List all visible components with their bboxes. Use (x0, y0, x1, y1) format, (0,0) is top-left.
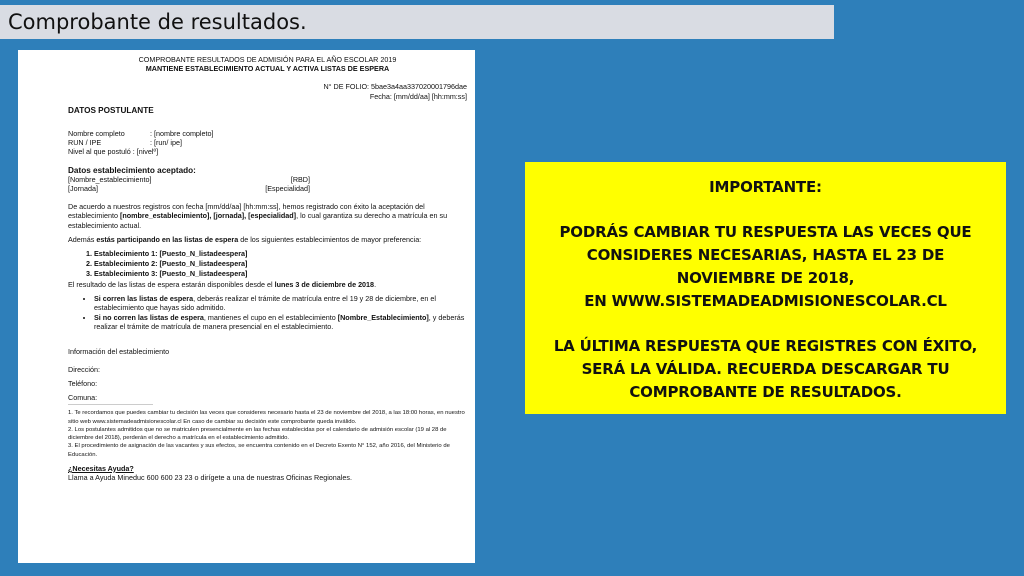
acceptance-text: De acuerdo a nuestros registros con fecha [mm/dd/aa] [hh:mm:ss], hemos registrado con éxito la aceptación del establecimiento (68, 202, 425, 221)
doc-date: Fecha: [mm/dd/aa] [hh:mm:ss] (369, 91, 467, 101)
important-callout (525, 162, 1006, 414)
school-info-heading: Información del establecimiento (68, 346, 170, 356)
note-2: 2. Los postulantes admitidos que no se matriculen presencialmente en las fechas establecidas por el calendario de admisión escolar (19 al 28 de diciembre del 2018), perderán el derecho a matrícula en el establecimiento admitido. (68, 426, 447, 442)
waitlist-paragraph (68, 235, 467, 244)
help-text: Llama a Ayuda Mineduc 600 600 23 23 o dirígete a una de nuestras Oficinas Regionales. (68, 472, 352, 482)
list-item (94, 294, 467, 312)
school-schedule-row (68, 184, 310, 193)
results-certificate-document (18, 50, 475, 563)
list-item (94, 313, 467, 331)
school-name: [Nombre_establecimiento] (68, 174, 152, 184)
school-specialty: [Especialidad] (265, 184, 310, 194)
school-name-row (68, 175, 310, 184)
waitlist-bold: estás participando en las listas de espera (96, 234, 239, 244)
school-schedule: [Jornada] (68, 184, 98, 194)
callout-url: EN WWW.SISTEMADEADMISIONESCOLAR.CL (584, 292, 947, 310)
notes-divider (68, 404, 153, 405)
address-label: Dirección: (68, 364, 100, 374)
full-name-value: : [nombre completo] (150, 129, 214, 139)
list-item: 2. Establecimiento 2: [Puesto_N_listadeespera] (94, 259, 467, 268)
list-item: 3. Establecimiento 3: [Puesto_N_listadeespera] (94, 269, 467, 278)
accepted-school-heading: Datos establecimiento aceptado: (68, 165, 196, 175)
level-applied: Nivel al que postuló : [nivelº] (68, 147, 159, 157)
doc-header-2: MANTIENE ESTABLECIMIENTO ACTUAL Y ACTIVA LISTAS DE ESPERA (145, 64, 390, 74)
school-rbd: [RBD] (290, 174, 310, 184)
run-row (68, 138, 467, 147)
outcome-2-text-end: , y deberás realizar el trámite de matrícula de manera presencial en el establecimiento. (94, 313, 465, 332)
run-value: : [run/ ipe] (150, 138, 182, 148)
doc-header-1: COMPROBANTE RESULTADOS DE ADMISIÓN PARA EL AÑO ESCOLAR 2019 (138, 55, 397, 64)
waitlist-text-end: de los siguientes establecimientos de mayor preferencia: (238, 234, 422, 244)
help-heading: ¿Necesitas Ayuda? (68, 463, 134, 473)
outcome-1-bold: Si corren las listas de espera (94, 293, 194, 303)
results-date-paragraph (68, 280, 467, 289)
note-3: 3. El procedimiento de asignación de las vacantes y sus efectos, se encuentra contenido en el Decreto Exento N° 152, año 2016, del Ministerio de Educación. (68, 443, 450, 458)
results-date: lunes 3 de diciembre de 2018 (274, 279, 375, 289)
waitlist-list (68, 249, 467, 279)
callout-paragraph-2: LA ÚLTIMA RESPUESTA QUE REGISTRES CON ÉXITO, SERÁ LA VÁLIDA. RECUERDA DESCARGAR TU COMPROBANTE DE RESULTADOS. (553, 337, 978, 401)
outcome-2-school: [Nombre_Establecimiento] (337, 313, 429, 323)
acceptance-text-end: , lo cual garantiza su derecho a matrícula en su establecimiento actual. (68, 211, 448, 230)
note-1: 1. Te recordamos que puedes cambiar tu decisión las veces que consideres necesario hasta el 23 de noviembre del 2018, a las 18:00 horas, en nuestro sitio web www.sistemadeadmisionescolar.cl En caso de cambiar su decisión este comprobante queda inválido. (68, 410, 465, 425)
commune-label: Comuna: (68, 393, 98, 403)
folio-number: N° DE FOLIO: 5bae3a4aa337020001796dae (323, 82, 467, 92)
list-item: 1. Establecimiento 1: [Puesto_N_listadeespera] (94, 249, 467, 258)
acceptance-paragraph (68, 202, 467, 230)
applicant-data-heading: DATOS POSTULANTE (68, 105, 154, 115)
full-name-label: Nombre completo (68, 129, 125, 139)
outcome-2-text: , mantienes el cupo en el establecimiento (203, 313, 338, 323)
outcome-2-bold: Si no corren las listas de espera (94, 313, 204, 323)
run-label: RUN / IPE (68, 138, 102, 148)
results-date-end: . (374, 279, 377, 289)
phone-label: Teléfono: (68, 379, 98, 389)
outcome-1-text: , deberás realizar el trámite de matrícula entre el 19 y 28 de diciembre, en el establecimiento que hayas sido admitido. (94, 293, 436, 313)
callout-heading: IMPORTANTE: (709, 178, 822, 196)
results-date-text: El resultado de las listas de espera estarán disponibles desde el (68, 279, 275, 289)
waitlist-text: Además (68, 234, 97, 244)
full-name-row (68, 129, 467, 138)
slide-title-bar (0, 5, 834, 39)
slide-title: Comprobante de resultados. (8, 10, 307, 34)
acceptance-school: [nombre_establecimiento], [jornada], [especialidad] (119, 211, 297, 221)
callout-paragraph-1: PODRÁS CAMBIAR TU RESPUESTA LAS VECES QUE CONSIDERES NECESARIAS, HASTA EL 23 DE NOVIEMBRE DE 2018, (559, 223, 972, 287)
waitlist-outcomes (68, 294, 467, 332)
